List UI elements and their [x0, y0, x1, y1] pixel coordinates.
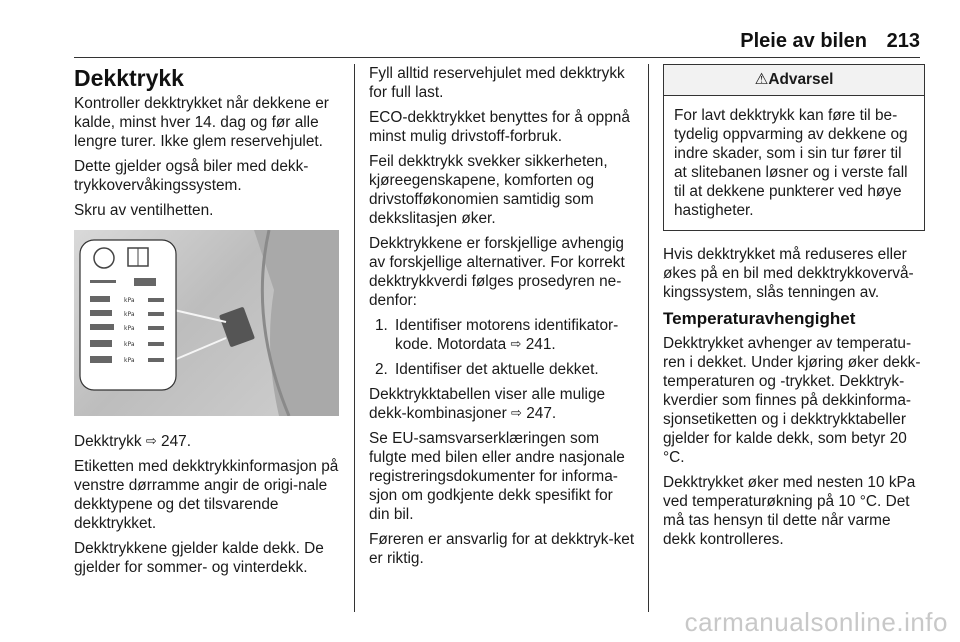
kpa-label: kPa [124, 325, 135, 332]
page-ref[interactable]: 247. [526, 405, 557, 422]
paragraph: Se EU-samsvarserklæringen som fulgte med bilen eller andre nasjonale registreringsdokumenter for informa-sjon om godkjente dekk spesifikt for din bil. [369, 430, 625, 523]
paragraph: Dekktrykktabellen viser alle mulige dekk-kombinasjoner ⇨ 247. [369, 386, 606, 422]
page-ref-icon: ⇨ [510, 336, 522, 351]
page-ref-icon: ⇨ [511, 405, 522, 420]
paragraph: Hvis dekktrykket må reduseres eller økes på en bil med dekktrykkovervå-kingssystem, slås tenningen av. [663, 246, 914, 301]
paragraph: Kontroller dekktrykket når dekkene er kalde, minst hver 14. dag og før alle lengre turer. Ikke glem reservehjulet. [74, 95, 329, 150]
door-frame-label-drawing [74, 230, 339, 416]
kpa-label: kPa [124, 311, 135, 318]
paragraph: Føreren er ansvarlig for at dekktryk-ket er riktig. [369, 531, 635, 567]
paragraph: Dekktrykket øker med nesten 10 kPa ved temperaturøkning på 10 °C. Det må tas hensyn til dette når varme dekk kontrolleres. [663, 474, 916, 548]
site-watermark: carmanualsonline.info [684, 607, 948, 637]
warning-header: ⚠Advarsel [664, 65, 924, 96]
column-2 [369, 64, 637, 574]
warning-text: For lavt dekktrykk kan føre til be-tydelig oppvarming av dekkene og indre skader, som i sin tur fører til at slitebanen løsner og i verste fall til at dekkene punkterer ved høye hastigheter. [674, 107, 908, 219]
header-rule [74, 57, 920, 58]
kpa-label: kPa [124, 297, 135, 304]
list-item: 1. Identifiser motorens identifikator-kode. Motordata ⇨ 241. [375, 317, 619, 353]
page-ref[interactable]: 241. [525, 336, 556, 353]
list-item: 2. Identifiser det aktuelle dekket. [375, 361, 599, 378]
paragraph: Feil dekktrykk svekker sikkerheten, kjøreegenskapene, komforten og drivstofføkonomien samtidig som dekkslitasjen øker. [369, 153, 608, 227]
kpa-label: kPa [124, 341, 135, 348]
paragraph: Etiketten med dekktrykkinformasjon på venstre dørramme angir de origi-nale dekktypene og det tilsvarende dekktrykket. [74, 458, 339, 532]
paragraph: Skru av ventilhetten. [74, 202, 214, 219]
page-ref[interactable]: 247. [161, 433, 191, 450]
paragraph: Dekktrykket avhenger av temperatu-ren i dekket. Under kjøring øker dekk-temperaturen og -trykket. Dekktryk-kverdier som finnes på dekkinforma-sjonsetiketten og i dekktrykktabeller gjelder for kalde dekk, som betyr 20 °C. [663, 335, 921, 466]
section-heading: Dekktrykk [74, 65, 184, 91]
section-title: Pleie av bilen [740, 30, 867, 52]
paragraph: Dette gjelder også biler med dekk-trykkovervåkingssystem. [74, 158, 309, 194]
paragraph: Fyll alltid reservehjulet med dekktrykk for full last. [369, 65, 625, 101]
tire-pressure-label-illustration [74, 230, 339, 416]
paragraph: Dekktrykkene gjelder kalde dekk. De gjelder for sommer- og vinterdekk. [74, 540, 324, 576]
paragraph: Dekktrykkene er forskjellige avhengig av forskjellige alternativer. For korrekt dekktrykkverdi følges prosedyren ne-denfor: [369, 235, 625, 309]
warning-box [663, 64, 925, 231]
warning-icon: ⚠ [754, 71, 769, 88]
figure-caption: Dekktrykk ⇨ 247. [74, 433, 191, 450]
page-header [0, 0, 960, 58]
column-3 [663, 64, 925, 555]
column-1 [74, 64, 342, 583]
column-divider-2 [648, 64, 649, 612]
procedure-list [369, 316, 637, 379]
page-ref-icon: ⇨ [145, 433, 157, 448]
page-number: 213 [886, 30, 920, 52]
column-divider-1 [354, 64, 355, 612]
subsection-heading: Temperaturavhengighet [663, 309, 856, 328]
kpa-label: kPa [124, 357, 135, 364]
paragraph: ECO-dekktrykket benyttes for å oppnå minst mulig drivstoff-forbruk. [369, 109, 630, 145]
